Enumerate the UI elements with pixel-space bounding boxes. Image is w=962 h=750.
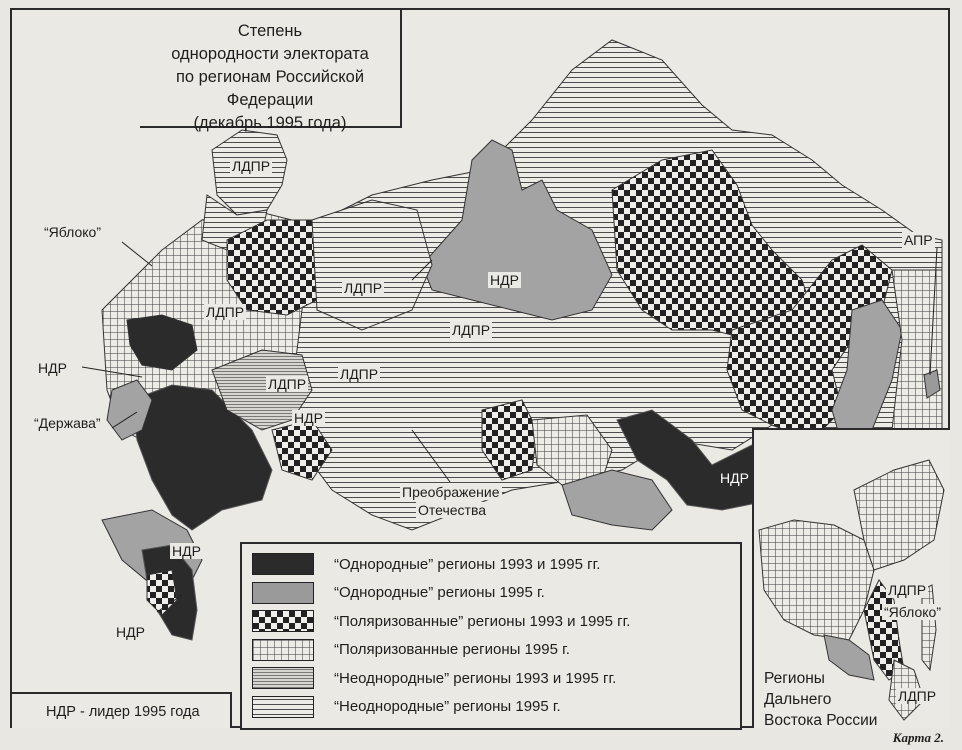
label-ldpr-volga: ЛДПР <box>268 376 307 392</box>
inset-caption-line-3: Востока России <box>764 712 878 728</box>
label-ldpr-urals: ЛДПР <box>340 366 379 382</box>
label-ldpr-kola: ЛДПР <box>232 158 271 174</box>
legend-item <box>252 550 740 579</box>
label-ndr-south: НДР <box>172 543 201 559</box>
legend-label: “Неоднородные” регионы 1993 и 1995 гг. <box>334 669 617 687</box>
label-ldpr-inset-2: ЛДПР <box>898 688 937 704</box>
leader-note: НДР - лидер 1995 года <box>12 692 232 728</box>
legend-swatch-dense-lines <box>252 667 314 689</box>
title-line-2: однородности электората <box>171 45 369 63</box>
legend-swatch-lines <box>252 696 314 718</box>
legend-swatch-checker <box>252 610 314 632</box>
inset-caption-line-2: Дальнего <box>764 691 832 708</box>
label-ndr-caucasus: НДР <box>116 624 145 640</box>
far-east-inset <box>752 428 950 728</box>
label-ldpr-inset-1: ЛДПР <box>888 582 927 598</box>
inset-region-grid <box>759 520 874 640</box>
legend-swatch-solid-dark <box>252 553 314 575</box>
label-ldpr-siberia: ЛДПР <box>452 322 491 338</box>
label-preobrazhenie-2: Отечества <box>418 502 487 518</box>
label-derzhava: “Держава” <box>34 415 101 431</box>
label-preobrazhenie-1: Преображение <box>402 484 500 500</box>
legend-item <box>252 579 740 608</box>
label-ndr-tyva: НДР <box>720 470 749 486</box>
map-title <box>140 10 402 132</box>
title-line-1: Степень <box>237 22 303 40</box>
label-ndr-tyumen: НДР <box>490 272 519 288</box>
inset-caption-line-1: Регионы <box>764 670 825 687</box>
legend-item <box>252 664 740 693</box>
legend-label: “Однородные” регионы 1993 и 1995 гг. <box>334 555 601 573</box>
label-ndr-volga: НДР <box>294 410 323 426</box>
legend-item <box>252 607 740 636</box>
legend-label: “Неоднородные” регионы 1995 г. <box>334 698 561 716</box>
label-ldpr-central: ЛДПР <box>206 304 245 320</box>
legend-label: “Поляризованные” регионы 1993 и 1995 гг. <box>334 612 631 630</box>
map-frame <box>10 8 950 728</box>
legend <box>240 542 742 730</box>
legend-swatch-grid <box>252 639 314 661</box>
inset-caption <box>764 668 877 728</box>
label-apr: АПР <box>904 232 933 248</box>
legend-item <box>252 636 740 665</box>
legend-label: “Поляризованные регионы 1995 г. <box>334 641 570 659</box>
legend-swatch-solid-gray <box>252 582 314 604</box>
label-ndr-west: НДР <box>38 360 67 376</box>
title-line-4: (декабрь 1995 года) <box>193 114 347 132</box>
label-yabloko-inset: “Яблоко” <box>884 604 942 620</box>
label-ldpr-north: ЛДПР <box>344 280 383 296</box>
map-caption: Карта 2. <box>892 730 944 745</box>
legend-label: “Однородные” регионы 1995 г. <box>334 584 545 602</box>
region-komi-checker <box>227 220 322 315</box>
legend-item <box>252 693 740 722</box>
label-yabloko-west: “Яблоко” <box>44 224 102 240</box>
title-line-3: по регионам Российской Федерации <box>175 68 365 109</box>
